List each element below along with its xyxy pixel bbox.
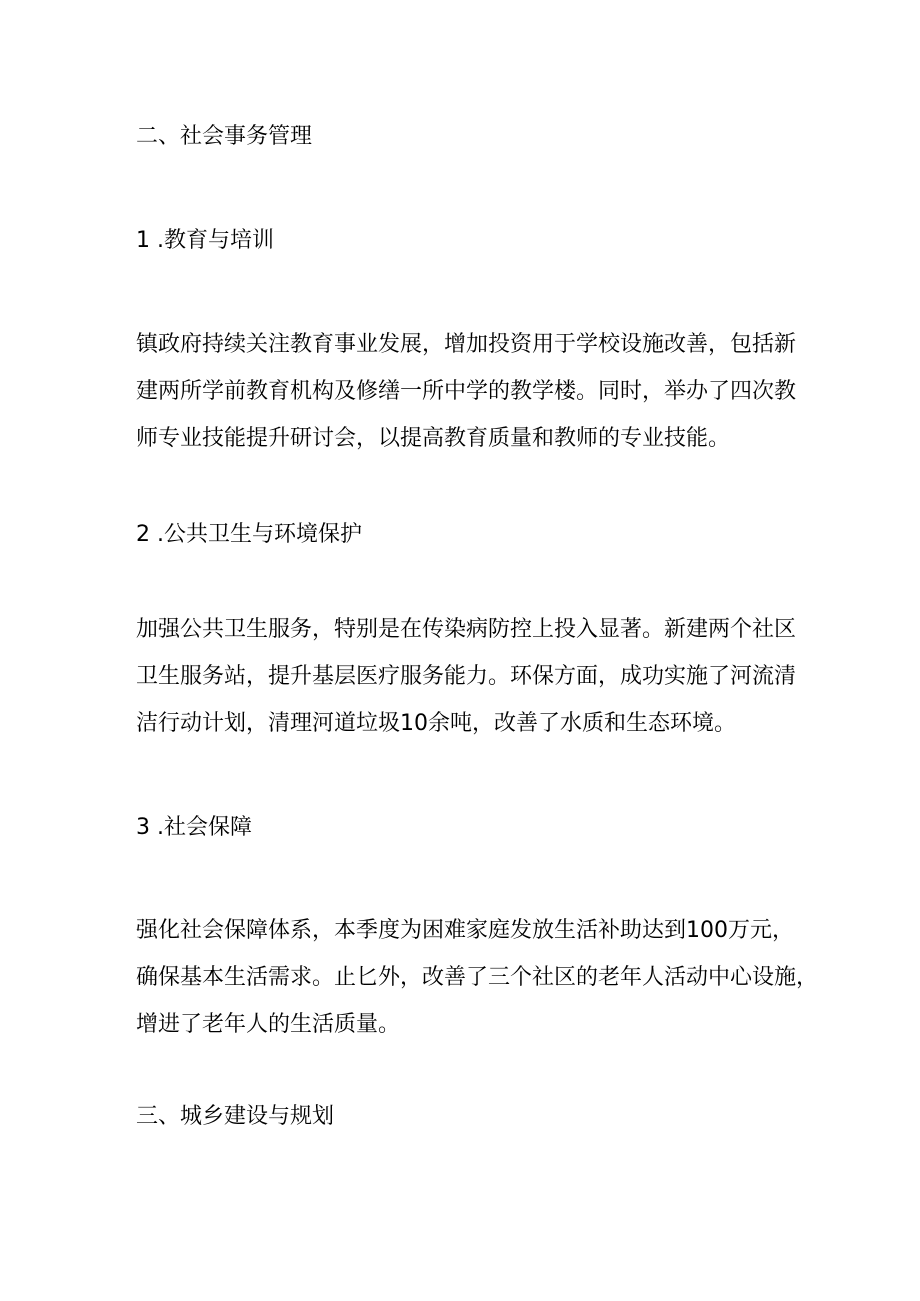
subsection-heading-social-security: 3 .社会保障	[136, 815, 252, 840]
paragraph-line: 镇政府持续关注教育事业发展，增加投资用于学校设施改善，包括新	[136, 332, 797, 357]
subsection-heading-public-health: 2 .公共卫生与环境保护	[136, 522, 362, 547]
subsection-heading-education: 1 .教育与培训	[136, 228, 274, 253]
paragraph-line: 加强公共卫生服务，特别是在传染病防控上投入显著。新建两个社区	[136, 617, 797, 642]
paragraph-line: 建两所学前教育机构及修缮一所中学的教学楼。同时，举办了四次教	[136, 379, 797, 404]
paragraph-line: 强化社会保障体系，本季度为困难家庭发放生活补助达到100万元，	[136, 918, 794, 943]
paragraph-line: 确保基本生活需求。止匕外，改善了三个社区的老年人活动中心设施，	[136, 965, 819, 990]
paragraph-line: 师专业技能提升研讨会，以提高教育质量和教师的专业技能。	[136, 426, 731, 451]
section-heading-three: 三、城乡建设与规划	[136, 1104, 335, 1129]
paragraph-line: 洁行动计划，清理河道垃圾10余吨，改善了水质和生态环境。	[136, 711, 736, 736]
paragraph-line: 卫生服务站，提升基层医疗服务能力。环保方面，成功实施了河流清	[136, 664, 797, 689]
paragraph-line: 增进了老年人的生活质量。	[136, 1012, 401, 1037]
section-heading-two: 二、社会事务管理	[136, 124, 313, 149]
